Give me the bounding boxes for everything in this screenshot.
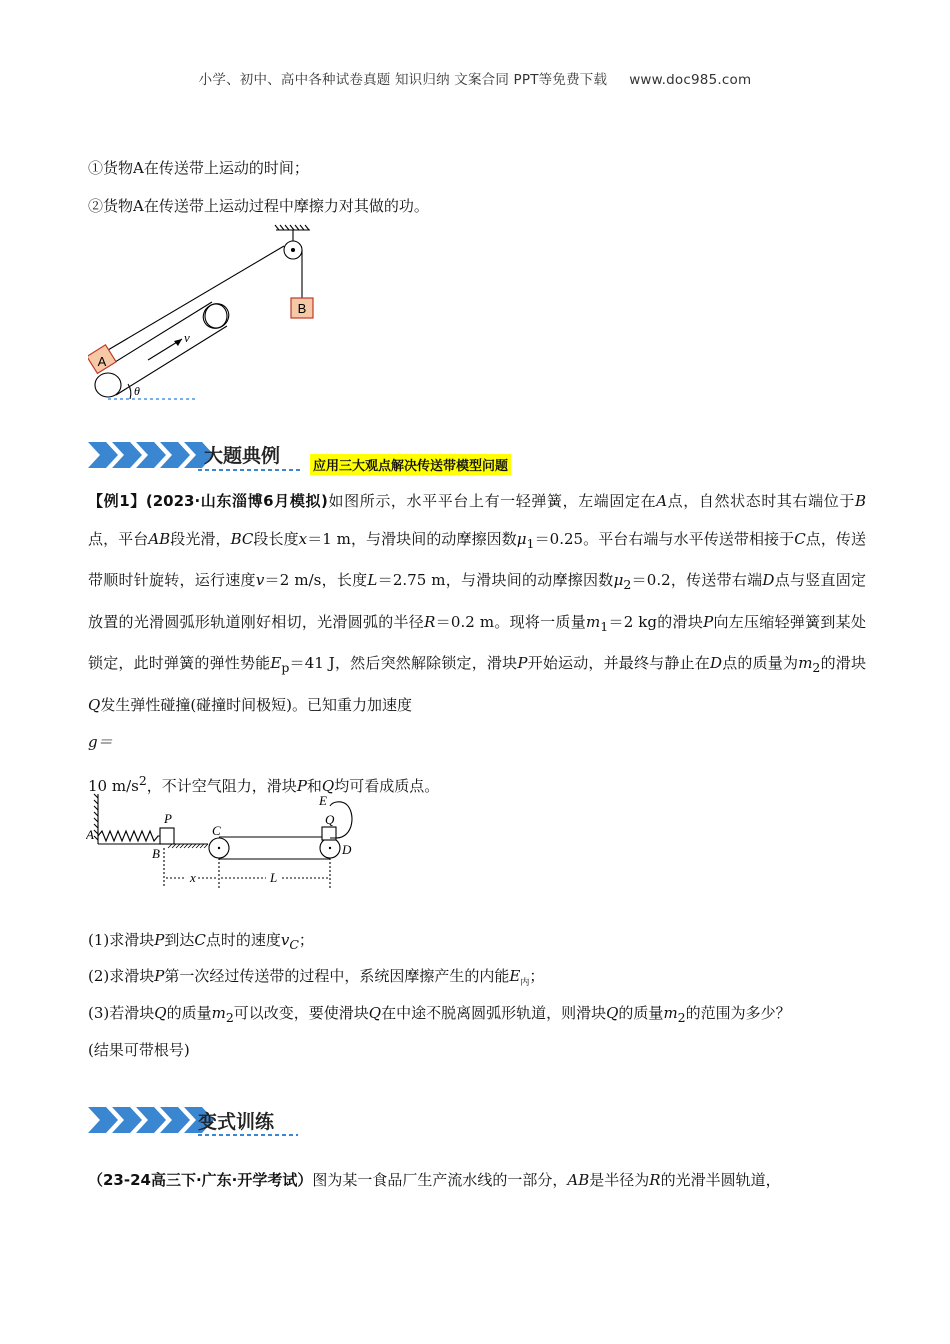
section-banner-variant bbox=[88, 1103, 303, 1143]
text: AB bbox=[567, 1171, 590, 1189]
text: Q bbox=[606, 1004, 619, 1022]
text: P bbox=[154, 931, 165, 949]
text: 点与竖直固定放置的光滑圆弧形轨道刚好相切，光滑圆弧的半径 bbox=[88, 571, 866, 631]
text: p bbox=[281, 660, 290, 675]
text: v bbox=[255, 571, 265, 589]
label-B: B bbox=[152, 846, 160, 861]
text: ＝0.2 m。现将一质量 bbox=[435, 612, 586, 631]
text: ＝2 m/s，长度 bbox=[264, 571, 368, 589]
section-banner-examples bbox=[88, 438, 588, 478]
text: 可以改变，要使滑块 bbox=[233, 1004, 369, 1022]
text: (3)若滑块 bbox=[88, 1004, 155, 1022]
header-text: 小学、初中、高中各种试卷真题 知识归纳 文案合同 PPT等免费下载 bbox=[198, 72, 608, 88]
spring-belt-figure bbox=[86, 792, 366, 892]
text: E bbox=[270, 654, 282, 672]
text: 2 bbox=[225, 1010, 234, 1025]
text: (1)求滑块 bbox=[88, 931, 155, 949]
text: 1 bbox=[526, 535, 535, 551]
variant-text bbox=[88, 1170, 781, 1190]
text: L bbox=[367, 571, 378, 589]
text: C bbox=[794, 529, 806, 548]
text: 点的质量为 bbox=[722, 654, 799, 672]
label-A: A bbox=[97, 354, 107, 369]
text: C bbox=[194, 931, 206, 949]
text: R bbox=[649, 1171, 661, 1189]
text: ＝2.75 m，与滑块间的动摩擦因数 bbox=[377, 571, 614, 589]
example-source: (2023·山东淄博6月模拟) bbox=[145, 492, 328, 510]
text: m bbox=[211, 1004, 226, 1022]
label-C: C bbox=[212, 823, 221, 838]
text: m bbox=[798, 654, 813, 672]
example-label: 【例1】 bbox=[88, 492, 146, 510]
text: μ bbox=[516, 529, 527, 548]
text: 的滑块 bbox=[820, 654, 866, 672]
text: P bbox=[703, 612, 714, 631]
text: 在中途不脱离圆弧形轨道，则滑块 bbox=[381, 1004, 607, 1022]
text: ； bbox=[529, 967, 545, 985]
text: 的范围为多少？ bbox=[685, 1004, 791, 1022]
text: 的质量 bbox=[618, 1004, 664, 1022]
label-x: x bbox=[190, 870, 196, 885]
text: P bbox=[517, 654, 528, 672]
text: ＝1 m，与滑块间的动摩擦因数 bbox=[307, 529, 517, 548]
question-1: ①货物A在传送带上运动的时间； bbox=[88, 159, 309, 177]
label-D: D bbox=[342, 842, 352, 857]
text: D bbox=[709, 654, 722, 672]
text: BC bbox=[230, 529, 254, 548]
text: 点，平台 bbox=[88, 529, 149, 548]
text: ＝0.2，传送带右端 bbox=[631, 571, 763, 589]
text: 1 bbox=[600, 618, 609, 634]
text: 如图所示，水平平台上有一轻弹簧，左端固定在 bbox=[327, 492, 657, 510]
text: (2)求滑块 bbox=[88, 967, 155, 985]
text: ＝41 J，然后突然解除锁定，滑块 bbox=[289, 654, 518, 672]
label-P: P bbox=[164, 811, 172, 826]
label-E: E bbox=[319, 793, 327, 808]
section-title: 大题典例 bbox=[204, 445, 281, 467]
text: 点，自然状态时其右端位于 bbox=[667, 492, 855, 510]
section-title: 变式训练 bbox=[198, 1111, 275, 1133]
text: m bbox=[585, 612, 601, 631]
text: 内 bbox=[520, 978, 530, 988]
text: 点时的速度 bbox=[205, 931, 281, 949]
text: 第一次经过传送带的过程中，系统因摩擦产生的内能 bbox=[164, 967, 510, 985]
text: D bbox=[762, 571, 775, 589]
text: P bbox=[154, 967, 165, 985]
conveyor-pulley-figure bbox=[88, 222, 318, 407]
label-L: L bbox=[270, 870, 278, 885]
text: 段长度 bbox=[253, 529, 299, 548]
subquestion-3-note: (结果可带根号) bbox=[88, 1041, 190, 1059]
text: 2 bbox=[812, 660, 821, 675]
text: 到达 bbox=[164, 931, 195, 949]
text: 均可看成质点。 bbox=[334, 776, 440, 795]
text: 向左压缩轻弹簧到某处锁定，此时弹簧的弹性势能 bbox=[88, 612, 866, 672]
text: E bbox=[509, 967, 521, 985]
text: Q bbox=[88, 695, 101, 714]
text: 2 bbox=[138, 772, 147, 788]
text: 和 bbox=[306, 776, 322, 795]
label-theta: θ bbox=[134, 384, 140, 398]
page-header bbox=[0, 68, 950, 88]
text: 2 bbox=[623, 577, 632, 592]
text: ，不计空气阻力，滑块 bbox=[146, 776, 297, 795]
text: P bbox=[296, 776, 307, 795]
text: ＝0.25。平台右端与水平传送带相接于 bbox=[534, 529, 795, 548]
subquestion-1 bbox=[88, 930, 314, 955]
text: ＝2 kg的滑块 bbox=[608, 612, 704, 631]
example-paragraph bbox=[88, 483, 866, 805]
variant-source: （23-24高三下·广东·开学考试） bbox=[88, 1171, 313, 1189]
text: AB bbox=[148, 529, 171, 548]
header-url[interactable]: www.doc985.com bbox=[629, 72, 752, 88]
label-v: v bbox=[184, 330, 190, 345]
text: B bbox=[854, 492, 866, 510]
text: μ bbox=[613, 571, 624, 589]
text: 发生弹性碰撞(碰撞时间极短)。已知重力加速度 bbox=[100, 695, 413, 714]
text: v bbox=[280, 931, 290, 949]
text: 10 m/s bbox=[88, 776, 139, 795]
text: 是半径为 bbox=[589, 1171, 650, 1189]
label-Q: Q bbox=[325, 812, 335, 827]
text: 的光滑半圆轨道， bbox=[660, 1171, 781, 1189]
text: Q bbox=[154, 1004, 167, 1022]
text: 段光滑， bbox=[170, 529, 231, 548]
subquestion-3 bbox=[88, 1003, 791, 1028]
text: ； bbox=[298, 931, 314, 949]
text: m bbox=[663, 1004, 678, 1022]
text: 的质量 bbox=[166, 1004, 212, 1022]
text: x bbox=[298, 529, 308, 548]
text: A bbox=[656, 492, 668, 510]
text: 开始运动，并最终与静止在 bbox=[527, 654, 710, 672]
label-A: A bbox=[86, 827, 94, 842]
text: 点，传送带顺时针旋转，运行速度 bbox=[88, 529, 866, 589]
text: 2 bbox=[677, 1010, 686, 1025]
subquestion-2 bbox=[88, 966, 544, 993]
label-B: B bbox=[297, 301, 307, 316]
text: 图为某一食品厂生产流水线的一部分， bbox=[312, 1171, 568, 1189]
text: Q bbox=[321, 776, 335, 795]
text: R bbox=[424, 612, 436, 631]
text: C bbox=[289, 937, 299, 952]
question-2: ②货物A在传送带上运动过程中摩擦力对其做的功。 bbox=[88, 197, 429, 215]
text: g＝ bbox=[88, 733, 113, 751]
text: Q bbox=[368, 1004, 382, 1022]
topic-highlight: 应用三大观点解决传送带模型问题 bbox=[310, 454, 511, 475]
